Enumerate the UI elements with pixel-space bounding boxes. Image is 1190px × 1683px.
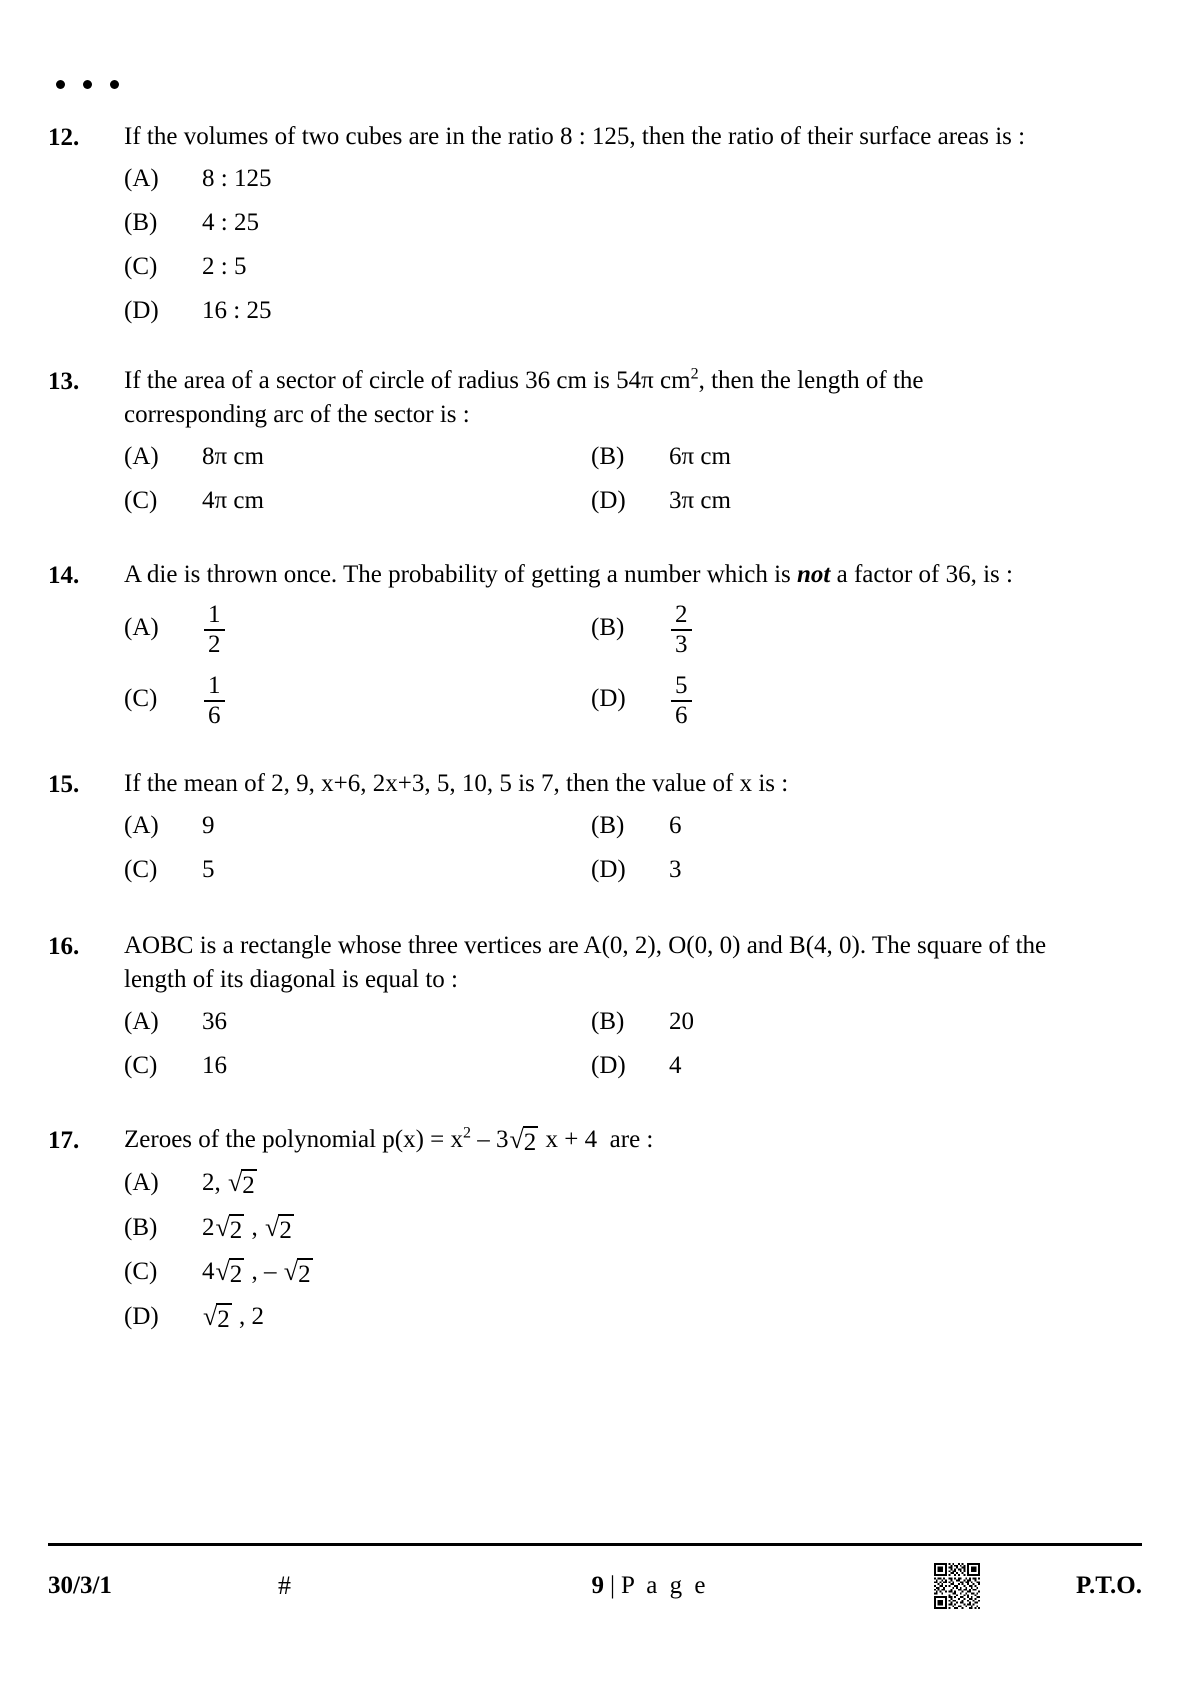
option-c[interactable] bbox=[124, 1049, 591, 1083]
fraction-denominator: 6 bbox=[204, 700, 225, 729]
sqrt-icon: √ 2 bbox=[509, 1125, 537, 1156]
question-16 bbox=[48, 929, 1058, 1093]
superscript-exponent: 2 bbox=[463, 1124, 472, 1142]
page-separator: | bbox=[610, 1572, 616, 1599]
option-value bbox=[669, 671, 1058, 728]
option-value: 4 √ 2 , – √ 2 bbox=[202, 1257, 311, 1289]
options-list bbox=[124, 1166, 1058, 1345]
question-13 bbox=[48, 364, 1058, 528]
option-c[interactable] bbox=[124, 484, 591, 518]
option-b[interactable] bbox=[591, 1005, 1058, 1039]
question-number: 16. bbox=[48, 933, 80, 960]
dot-2 bbox=[83, 80, 92, 89]
question-14 bbox=[48, 558, 1058, 741]
fraction bbox=[204, 602, 225, 659]
question-number: 12. bbox=[48, 124, 80, 151]
option-value: 3 bbox=[669, 856, 682, 883]
sqrt-icon: √ 2 bbox=[215, 1212, 243, 1244]
option-label: (B) bbox=[591, 812, 625, 839]
option-a[interactable] bbox=[124, 809, 591, 843]
fraction-numerator: 1 bbox=[208, 601, 221, 628]
qr-code bbox=[902, 1563, 1012, 1609]
option-value: √ 2 , 2 bbox=[203, 1302, 265, 1333]
question-number: 15. bbox=[48, 771, 80, 798]
page-footer bbox=[48, 1556, 1142, 1616]
dot-3 bbox=[110, 80, 119, 89]
question-text: If the volumes of two cubes are in the ratio 8 : 125, then the ratio of their surface areas is : bbox=[124, 123, 1026, 150]
option-value bbox=[202, 600, 591, 657]
option-b[interactable] bbox=[124, 206, 1058, 240]
footer-divider bbox=[48, 1543, 1142, 1546]
top-dots-marker bbox=[56, 80, 119, 89]
option-b[interactable] bbox=[591, 809, 1058, 843]
option-value: 16 : 25 bbox=[202, 297, 272, 324]
option-d[interactable] bbox=[591, 671, 1058, 728]
question-17 bbox=[48, 1123, 1058, 1345]
option-c[interactable] bbox=[124, 1255, 1058, 1290]
fraction-numerator: 5 bbox=[675, 671, 688, 699]
fraction-denominator: 2 bbox=[204, 629, 225, 658]
option-b[interactable] bbox=[591, 600, 1058, 657]
option-value bbox=[669, 600, 1058, 657]
qr-code-icon bbox=[934, 1563, 980, 1609]
question-number: 13. bbox=[48, 368, 80, 395]
polynomial-expression: Zeroes of the polynomial $p(x) = x^2 - 3$ √ 2 x + 4 are : bbox=[124, 1124, 654, 1156]
option-label: (D) bbox=[124, 297, 159, 324]
option-label: (D) bbox=[124, 1303, 159, 1330]
fraction-denominator: 3 bbox=[671, 629, 692, 658]
emphasis-not: not bbox=[797, 561, 831, 588]
question-text-lead: If the area of a sector of circle of radius 36 cm is 54π cm bbox=[124, 367, 691, 394]
question-body bbox=[124, 929, 1058, 1093]
option-b[interactable] bbox=[124, 1211, 1058, 1246]
option-label: (B) bbox=[591, 614, 625, 642]
option-label: (D) bbox=[591, 856, 626, 883]
options-list bbox=[124, 600, 1058, 741]
option-label: (B) bbox=[124, 1213, 158, 1241]
question-text-lead: A die is thrown once. The probability of getting a number which is bbox=[124, 561, 798, 588]
fraction bbox=[671, 602, 692, 659]
options-list bbox=[124, 1005, 1058, 1093]
option-label: (A) bbox=[124, 165, 159, 192]
question-number: 14. bbox=[48, 562, 80, 589]
option-label: (C) bbox=[124, 856, 158, 883]
options-list bbox=[124, 809, 1058, 897]
question-text bbox=[124, 1123, 1058, 1158]
option-label: (D) bbox=[591, 1052, 626, 1079]
option-value: 16 bbox=[202, 1052, 227, 1079]
question-body bbox=[124, 1123, 1058, 1345]
option-value: 2 √ 2 , √ 2 bbox=[202, 1212, 292, 1244]
option-d[interactable] bbox=[591, 853, 1058, 887]
option-value: 5 bbox=[202, 856, 215, 883]
option-value: 4 : 25 bbox=[202, 209, 259, 236]
sqrt-icon: √ 2 bbox=[283, 1257, 311, 1289]
question-text-tail: a factor of 36, is : bbox=[830, 561, 1013, 588]
fraction bbox=[671, 673, 692, 730]
option-d[interactable] bbox=[124, 294, 1058, 328]
pto-label: P.T.O. bbox=[1076, 1572, 1142, 1599]
page-word: P a g e bbox=[621, 1572, 709, 1599]
hash-marker: # bbox=[278, 1571, 291, 1600]
question-text bbox=[124, 364, 1058, 432]
question-15 bbox=[48, 767, 1058, 897]
question-text: AOBC is a rectangle whose three vertices are A(0, 2), O(0, 0) and B(4, 0). The square of the length of its diagonal is equal to : bbox=[124, 932, 1047, 993]
paper-code: 30/3/1 bbox=[48, 1572, 112, 1599]
option-value: 6π cm bbox=[669, 443, 731, 470]
page-indicator bbox=[508, 1572, 902, 1600]
option-a[interactable] bbox=[124, 1005, 591, 1039]
option-a[interactable] bbox=[124, 162, 1058, 196]
sqrt-icon: √ 2 bbox=[228, 1167, 255, 1199]
option-label: (C) bbox=[124, 253, 158, 280]
question-body bbox=[124, 364, 1058, 528]
fraction-numerator: 1 bbox=[208, 671, 221, 699]
option-label: (D) bbox=[591, 684, 626, 712]
fraction-numerator: 2 bbox=[675, 601, 688, 628]
question-body bbox=[124, 558, 1058, 741]
option-d[interactable] bbox=[124, 1300, 1058, 1335]
option-value: 8π cm bbox=[202, 443, 264, 470]
question-number: 17. bbox=[48, 1127, 80, 1154]
superscript-exponent: 2 bbox=[690, 365, 699, 383]
options-list bbox=[124, 162, 1058, 338]
option-a[interactable] bbox=[124, 440, 591, 474]
fraction bbox=[204, 673, 225, 730]
question-12 bbox=[48, 120, 1058, 338]
option-label: (C) bbox=[124, 684, 158, 712]
option-label: (A) bbox=[124, 614, 159, 642]
option-label: (C) bbox=[124, 487, 158, 514]
questions-container bbox=[48, 120, 1058, 1345]
sqrt-icon: √ 2 bbox=[215, 1257, 243, 1289]
option-value: 6 bbox=[669, 812, 682, 839]
question-text bbox=[124, 558, 1058, 592]
option-b[interactable] bbox=[591, 440, 1058, 474]
option-value: 4 bbox=[669, 1052, 682, 1079]
option-a[interactable] bbox=[124, 1166, 1058, 1201]
option-label: (B) bbox=[124, 209, 158, 236]
question-body bbox=[124, 767, 1058, 897]
option-label: (A) bbox=[124, 443, 159, 470]
option-label: (C) bbox=[124, 1052, 158, 1079]
option-label: (B) bbox=[591, 443, 625, 470]
option-c[interactable] bbox=[124, 250, 1058, 284]
question-body bbox=[124, 120, 1058, 338]
option-label: (B) bbox=[591, 1008, 625, 1035]
page-number: 9 bbox=[591, 1572, 605, 1599]
question-text: If the mean of 2, 9, x+6, 2x+3, 5, 10, 5 is 7, then the value of x is : bbox=[124, 770, 789, 797]
option-label: (C) bbox=[124, 1258, 158, 1286]
question-text-tail: , then the length of the corresponding arc of the sector is : bbox=[124, 367, 924, 428]
option-value: 36 bbox=[202, 1008, 227, 1035]
option-label: (A) bbox=[124, 1168, 159, 1196]
option-value: 9 bbox=[202, 812, 215, 839]
option-value: 4π cm bbox=[202, 487, 264, 514]
option-a[interactable] bbox=[124, 600, 591, 657]
option-value: 3π cm bbox=[669, 487, 731, 514]
option-value: 8 : 125 bbox=[202, 165, 272, 192]
option-value: 2, √ 2 bbox=[202, 1167, 255, 1199]
option-c[interactable] bbox=[124, 853, 591, 887]
option-value bbox=[202, 671, 591, 728]
option-value: 2 : 5 bbox=[202, 253, 247, 280]
option-d[interactable] bbox=[591, 1049, 1058, 1083]
option-label: (D) bbox=[591, 487, 626, 514]
dot-1 bbox=[56, 80, 65, 89]
fraction-denominator: 6 bbox=[671, 700, 692, 729]
options-list bbox=[124, 440, 1058, 528]
option-label: (A) bbox=[124, 1008, 159, 1035]
sqrt-icon: √ 2 bbox=[265, 1212, 292, 1244]
option-d[interactable] bbox=[591, 484, 1058, 518]
option-c[interactable] bbox=[124, 671, 591, 728]
sqrt-icon: √ 2 bbox=[203, 1302, 230, 1333]
option-label: (A) bbox=[124, 812, 159, 839]
option-value: 20 bbox=[669, 1008, 694, 1035]
